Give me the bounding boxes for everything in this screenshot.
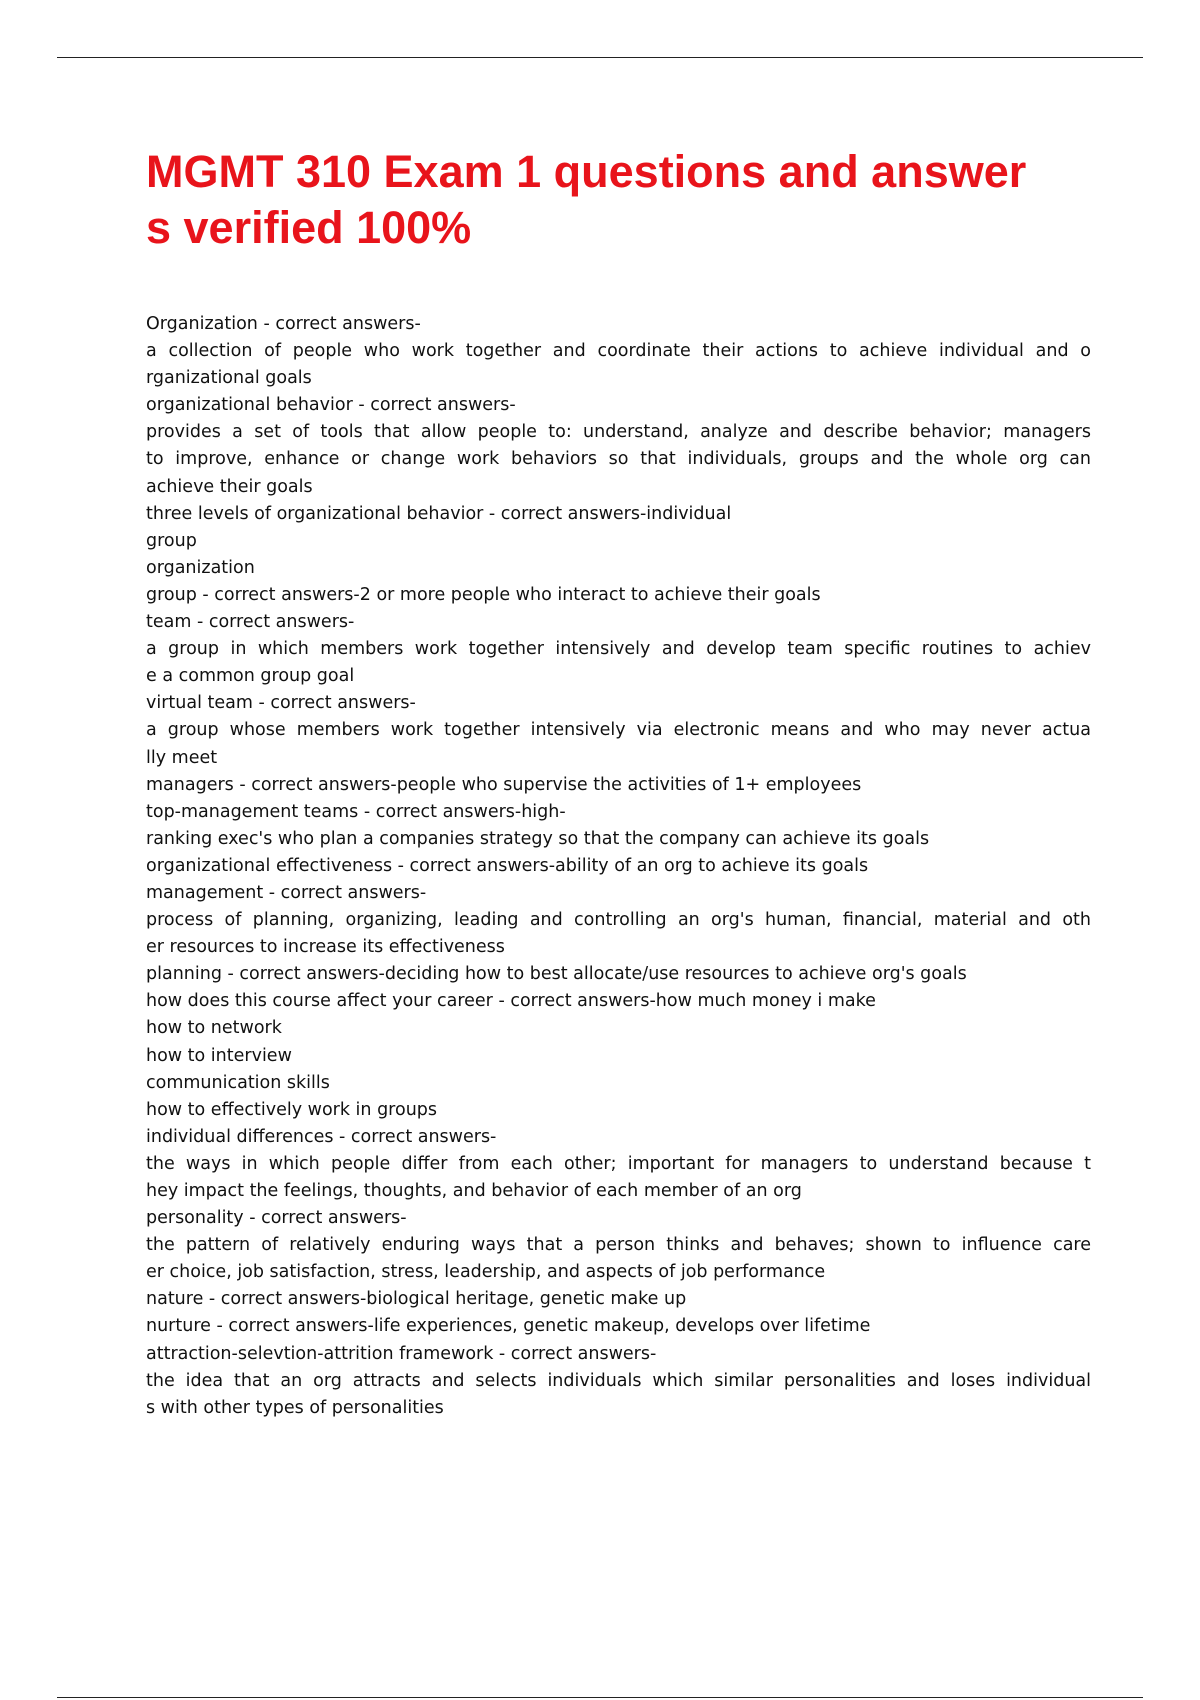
text-line: three levels of organizational behavior - correct answers-individual [146, 503, 732, 524]
text-line: individual differences - correct answers- [146, 1126, 497, 1147]
text-line: Organization - correct answers- [146, 314, 421, 334]
text-line: group [146, 530, 197, 551]
text-line: a collection of people who work together and coordinate their actions to achieve individual and o [146, 341, 1091, 362]
footer-rule [57, 1697, 1143, 1698]
text-line: how does this course affect your career - correct answers-how much money i make [146, 991, 876, 1012]
text-line: er choice, job satisfaction, stress, leadership, and aspects of job performance [146, 1262, 826, 1283]
text-line: how to effectively work in groups [146, 1099, 438, 1120]
text-line: process of planning, organizing, leading and controlling an org's human, financial, material and oth [146, 910, 1091, 931]
text-line: top-management teams - correct answers-high- [146, 801, 566, 822]
header-rule [57, 57, 1143, 58]
text-line: nature - correct answers-biological heritage, genetic make up [146, 1289, 687, 1310]
title-line: s verified 100% [146, 202, 472, 253]
text-line: e a common group goal [146, 666, 355, 687]
text-line: the idea that an org attracts and selects individuals which similar personalities and loses individual [146, 1370, 1091, 1391]
text-line: rganizational goals [146, 368, 312, 389]
text-line: attraction-selevtion-attrition framework - correct answers- [146, 1343, 657, 1364]
text-line: lly meet [146, 747, 218, 768]
text-line: to improve, enhance or change work behaviors so that individuals, groups and the whole org can [146, 449, 1091, 470]
text-line: personality - correct answers- [146, 1208, 407, 1229]
text-line: how to interview [146, 1045, 292, 1066]
text-line: er resources to increase its effectiveness [146, 937, 505, 958]
text-line: achieve their goals [146, 476, 313, 497]
document-title [146, 144, 1096, 256]
text-line: communication skills [146, 1072, 330, 1093]
text-line: group - correct answers-2 or more people who interact to achieve their goals [146, 584, 821, 605]
text-line: team - correct answers- [146, 612, 355, 633]
text-line: a group whose members work together intensively via electronic means and who may never actua [146, 720, 1091, 741]
text-line: virtual team - correct answers- [146, 693, 416, 714]
text-line: managers - correct answers-people who supervise the activities of 1+ employees [146, 774, 862, 795]
text-line: organization [146, 557, 255, 578]
text-line: a group in which members work together intensively and develop team specific routines to achiev [146, 639, 1091, 660]
text-line: the pattern of relatively enduring ways that a person thinks and behaves; shown to influence care [146, 1235, 1091, 1256]
document-body [146, 311, 1091, 1422]
text-line: the ways in which people differ from each other; important for managers to understand because t [146, 1153, 1091, 1174]
text-line: ranking exec's who plan a companies strategy so that the company can achieve its goals [146, 828, 930, 849]
title-line: MGMT 310 Exam 1 questions and answer [146, 146, 1027, 197]
text-line: how to network [146, 1018, 282, 1039]
text-line: organizational behavior - correct answers- [146, 395, 516, 416]
text-line: s with other types of personalities [146, 1397, 444, 1418]
text-line: nurture - correct answers-life experiences, genetic makeup, develops over lifetime [146, 1316, 871, 1337]
text-line: hey impact the feelings, thoughts, and behavior of each member of an org [146, 1181, 802, 1201]
text-line: organizational effectiveness - correct answers-ability of an org to achieve its goals [146, 855, 869, 876]
text-line: planning - correct answers-deciding how to best allocate/use resources to achieve org's goals [146, 964, 967, 985]
text-line: provides a set of tools that allow people to: understand, analyze and describe behavior; managers [146, 422, 1091, 443]
text-line: management - correct answers- [146, 882, 427, 903]
